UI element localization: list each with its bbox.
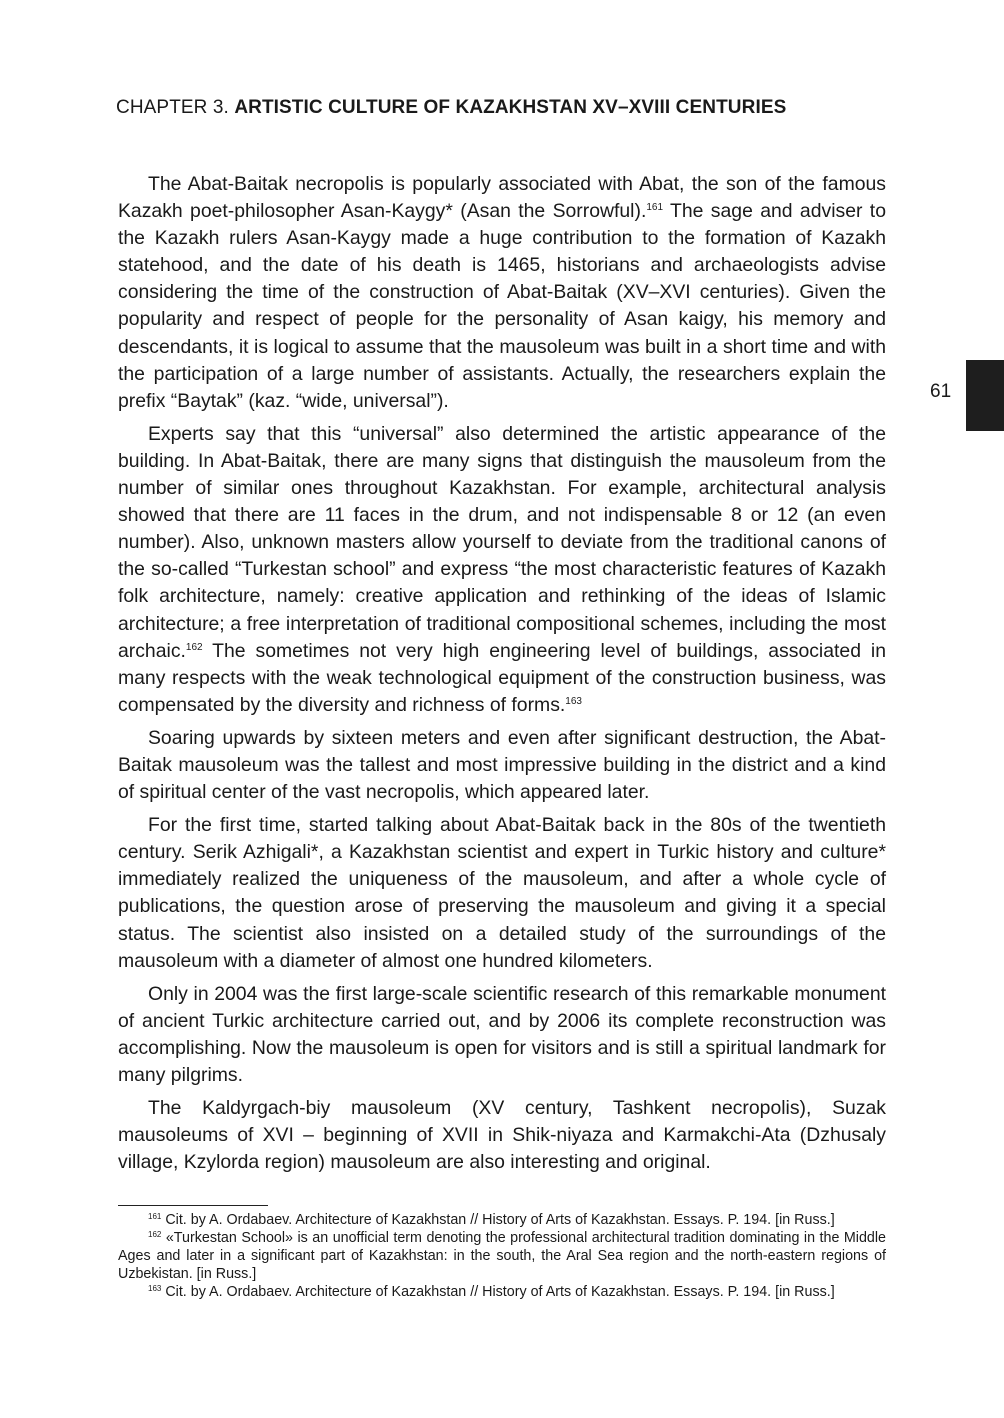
footnotes bbox=[118, 1211, 886, 1301]
paragraph bbox=[118, 171, 886, 415]
paragraph-text: For the first time, started talking about Abat-Baitak back in the 80s of the twentieth century. Serik Azhigali*, a Kazakhstan scientist and expert in Turkic history and culture* immediately realized the uniqueness of the mausoleum, and after a whole cycle of publications, the question arose of preserving the mausoleum and giving it a special status. The scientist also insisted on a detailed study of the surroundings of the mausoleum with a diameter of almost one hundred kilometers. bbox=[118, 814, 886, 972]
paragraph bbox=[118, 812, 886, 975]
paragraph-text: Experts say that this “universal” also determined the artistic appearance of the building. In Abat-Baitak, there are many signs that distinguish the mausoleum from the number of similar ones throughout Kazakhstan. For example, architectural analysis showed that there are 11 faces in the drum, and not indispensable 8 or 12 (an even number). Also, unknown masters allow yourself to deviate from the traditional canons of the so-called “Turkestan school” and express “the most characteristic features of Kazakh folk architecture, namely: creative application and rethinking of the ideas of Islamic architecture; a free interpretation of traditional compositional schemes, including the most archaic. bbox=[118, 422, 886, 662]
body-text bbox=[118, 171, 886, 1182]
paragraph-text: The sometimes not very high engineering level of buildings, associated in many respects with the weak technological equipment of the construction business, was compensated by the diversity and richness of forms. bbox=[118, 639, 886, 716]
running-head bbox=[116, 97, 886, 119]
page-number: 61 bbox=[930, 381, 952, 402]
footnote-ref[interactable]: 161 bbox=[646, 202, 664, 214]
footnote-text: Cit. by A. Ordabaev. Architecture of Kazakhstan // History of Arts of Kazakhstan. Essays. P. 194. [in Russ.] bbox=[161, 1284, 835, 1300]
footnote-number: 162 bbox=[148, 1230, 162, 1239]
paragraph-text: Soaring upwards by sixteen meters and even after significant destruction, the Abat-Baitak mausoleum was the tallest and most impressive building in the district and a kind of spiritual center of the vast necropolis, which appeared later. bbox=[118, 726, 886, 804]
paragraph bbox=[118, 421, 886, 719]
paragraph bbox=[118, 725, 886, 806]
paragraph bbox=[118, 1095, 886, 1176]
footnote-text: Cit. by A. Ordabaev. Architecture of Kazakhstan // History of Arts of Kazakhstan. Essays. P. 194. [in Russ.] bbox=[161, 1212, 835, 1228]
footnote-text: «Turkestan School» is an unofficial term denoting the professional architectural tradition dominating in the Middle Ages and later in a significant part of Kazakhstan: in the south, the Aral Sea region and the north-eastern regions of Uzbekistan. [in Russ.] bbox=[118, 1230, 886, 1282]
footnote bbox=[118, 1283, 886, 1301]
paragraph bbox=[118, 981, 886, 1089]
footnote bbox=[118, 1229, 886, 1283]
chapter-title: ARTISTIC CULTURE OF KAZAKHSTAN XV–XVIII CENTURIES bbox=[234, 97, 787, 118]
thumb-tab bbox=[966, 360, 1004, 431]
paragraph-text: The Abat-Baitak necropolis is popularly associated with Abat, the son of the famous Kazakh poet-philosopher Asan-Kaygy* (Asan the Sorrowful). bbox=[118, 173, 886, 223]
paragraph-text: Only in 2004 was the first large-scale scientific research of this remarkable monument of ancient Turkic architecture carried out, and by 2006 its complete reconstruction was accomplishing. Now the mausoleum is open for visitors and is still a spiritual landmark for many pilgrims. bbox=[118, 982, 886, 1086]
footnote-ref[interactable]: 162 bbox=[185, 641, 203, 653]
footnote-divider bbox=[118, 1205, 268, 1206]
paragraph-text: The sage and adviser to the Kazakh rulers Asan-Kaygy made a huge contribution to the formation of Kazakh statehood, and the date of his death is 1465, historians and archaeologists advise considering the time of the construction of Abat-Baitak (XV–XVI centuries). Given the popularity and respect of people for the personality of Asan kaigy, his memory and descendants, it is logical to assume that the mausoleum was built in a short time and with the participation of a large number of assistants. Actually, the researchers explain the prefix “Baytak” (kaz. “wide, universal”). bbox=[118, 200, 886, 412]
footnote bbox=[118, 1211, 886, 1229]
paragraph-text: The Kaldyrgach-biy mausoleum (XV century, Tashkent necropolis), Suzak mausoleums of XVI – beginning of XVII in Shik-niyaza and Karmakchi-Ata (Dzhusaly village, Kzylorda region) mausoleum are also interesting and original. bbox=[118, 1097, 886, 1174]
footnote-number: 163 bbox=[148, 1284, 162, 1293]
footnote-ref[interactable]: 163 bbox=[565, 695, 582, 707]
chapter-label: CHAPTER 3. bbox=[116, 97, 229, 118]
footnote-number: 161 bbox=[148, 1212, 162, 1221]
